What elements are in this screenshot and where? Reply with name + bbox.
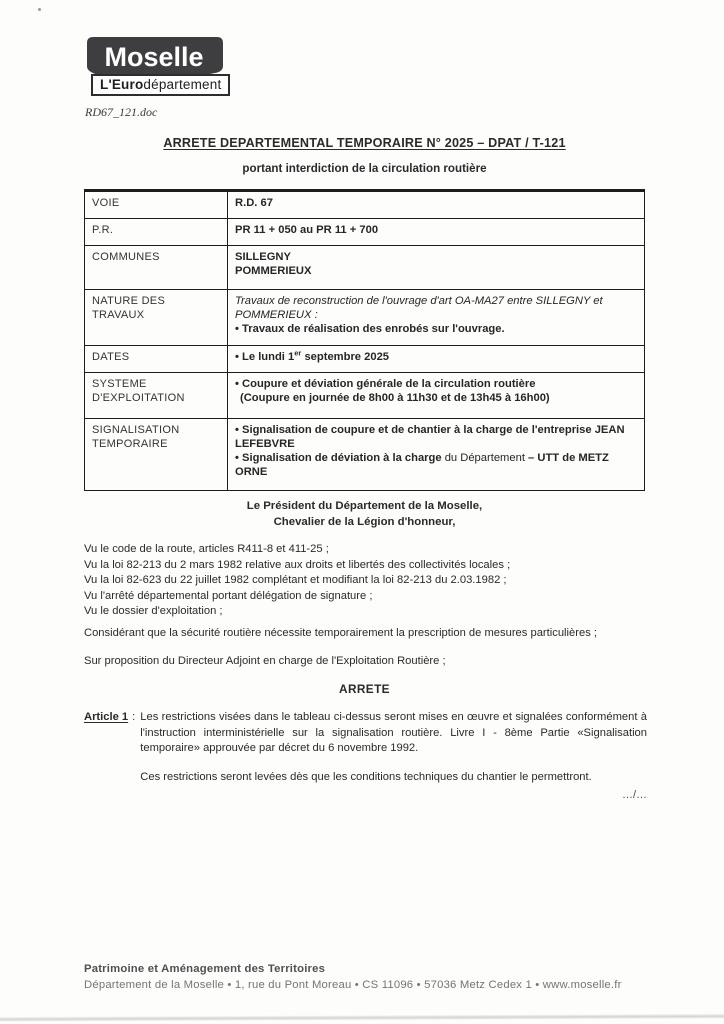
considerant-text: Considérant que la sécurité routière nécessite temporairement la prescription de mesures particulières ; [84, 627, 598, 639]
scan-speck-artifact [38, 8, 41, 11]
conditions-table [84, 189, 645, 491]
moselle-logo [86, 36, 226, 100]
logo-tagline-regular: département [143, 77, 222, 92]
logo-tagline-bold: L'Euro [100, 77, 144, 92]
footer-service-name: Patrimoine et Aménagement des Territoires [84, 963, 326, 975]
table-row-communes [85, 246, 645, 290]
row-label: VOIE [85, 191, 228, 219]
table-row-dates [85, 346, 645, 373]
article-1-colon: : [132, 711, 136, 723]
footer-address: Département de la Moselle • 1, rue du Pont Moreau • CS 11096 • 57036 Metz Cedex 1 • www.moselle.fr [84, 979, 622, 991]
row-label: P.R. [85, 219, 228, 246]
vu-item: Vu la loi 82-623 du 22 juillet 1982 complétant et modifiant la loi 82-213 du 2.03.1982 ; [84, 574, 507, 587]
arrete-heading: ARRETE [339, 682, 390, 696]
president-line2: Chevalier de la Légion d'honneur, [273, 515, 456, 528]
table-row-pr [85, 219, 645, 246]
vu-list [84, 542, 647, 620]
article-1 [84, 710, 647, 785]
article-1-paragraph-2: Ces restrictions seront levées dès que les conditions techniques du chantier le permettront. [140, 770, 592, 783]
page-footer [84, 961, 622, 993]
row-label: COMMUNES [85, 246, 228, 290]
row-label: DATES [85, 346, 228, 373]
doc-title: ARRETE DEPARTEMENTAL TEMPORAIRE N° 2025 – DPAT / T-121 [163, 136, 566, 150]
proposition-text: Sur proposition du Directeur Adjoint en charge de l'Exploitation Routière ; [84, 655, 446, 667]
doc-filename: RD67_121.doc [85, 105, 158, 119]
vu-item: Vu le dossier d'exploitation ; [84, 605, 223, 618]
row-label: NATURE DES TRAVAUX [85, 290, 228, 346]
row-value: PR 11 + 050 au PR 11 + 700 [228, 219, 645, 246]
row-value: • Le lundi 1er septembre 2025 [228, 346, 645, 373]
row-value: SILLEGNY POMMERIEUX [228, 246, 645, 290]
article-1-label: Article 1 [84, 711, 129, 723]
row-label: SIGNALISATION TEMPORAIRE [85, 419, 228, 491]
table-row-voie [85, 191, 645, 219]
scan-bottom-edge-artifact [0, 1013, 724, 1021]
continuation-mark: …/… [621, 789, 647, 801]
president-line1: Le Président du Département de la Moselle, [246, 500, 483, 512]
article-1-paragraph-1: Les restrictions visées dans le tableau ci-dessus seront mises en œuvre et signalées conformément à l'instruction interministérielle sur la signalisation routière. Livre I - 8ème Partie «Signalisation temporaire» approuvée par décret du 6 novembre 1992. [140, 711, 647, 755]
vu-item: Vu la loi 82-213 du 2 mars 1982 relative aux droits et libertés des collectivités locales ; [84, 558, 511, 571]
row-label: SYSTEME D'EXPLOITATION [85, 373, 228, 419]
table-row-systeme-exploitation [85, 373, 645, 419]
doc-subtitle: portant interdiction de la circulation routière [242, 162, 487, 175]
table-row-signalisation [85, 419, 645, 491]
logo-tagline [91, 74, 230, 96]
row-value: • Coupure et déviation générale de la circulation routière (Coupure en journée de 8h00 à 11h30 et de 13h45 à 16h00) [228, 373, 645, 419]
article-1-body [140, 710, 647, 785]
vu-item: Vu l'arrêté départemental portant délégation de signature ; [84, 589, 373, 602]
table-row-nature-travaux [85, 290, 645, 346]
vu-item: Vu le code de la route, articles R411-8 et 411-25 ; [84, 543, 329, 555]
row-value: • Signalisation de coupure et de chantier à la charge de l'entreprise JEAN LEFEBVRE • Signalisation de déviation à la charge du Département – UTT de METZ ORNE [228, 419, 645, 491]
row-value: Travaux de reconstruction de l'ouvrage d'art OA-MA27 entre SILLEGNY et POMMERIEUX : • Travaux de réalisation des enrobés sur l'ouvrage. [228, 290, 645, 346]
president-block [84, 499, 645, 530]
row-value: R.D. 67 [228, 191, 645, 219]
logo-brand-text: Moselle [104, 42, 204, 72]
